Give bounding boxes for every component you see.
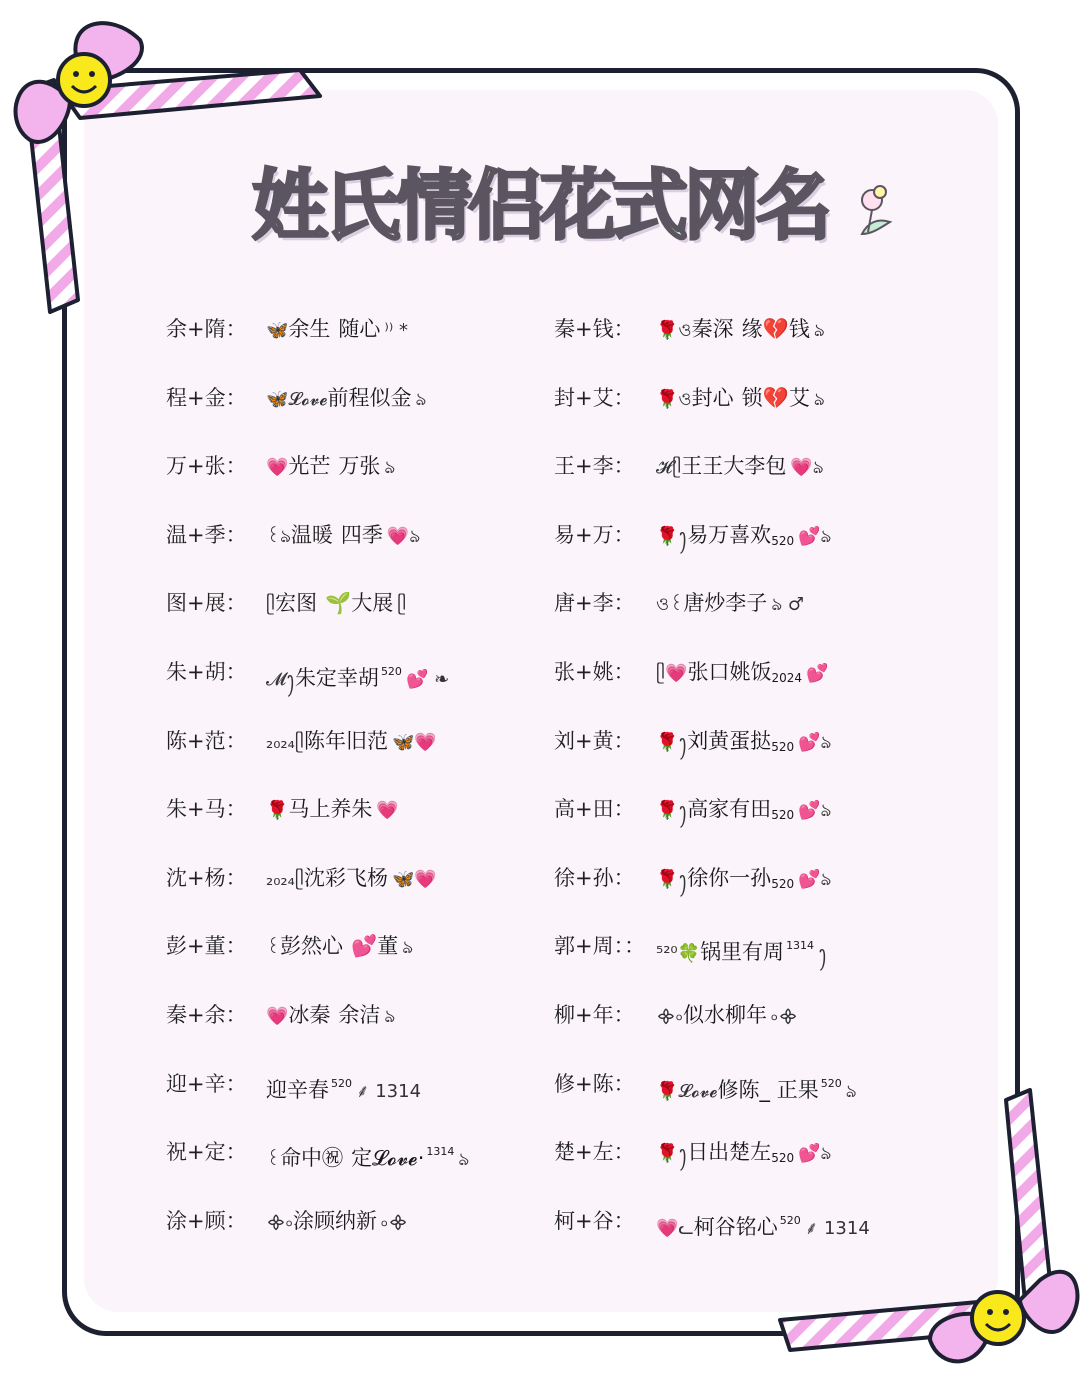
decoration-prefix: ᯽৹ bbox=[656, 1006, 683, 1027]
title-char: 侣 bbox=[468, 161, 544, 250]
nickname-text: 马上养朱 bbox=[288, 797, 373, 822]
number-superscript: 520 bbox=[331, 1076, 352, 1090]
name-pair-row bbox=[166, 721, 437, 761]
name-pair-row bbox=[554, 926, 827, 966]
decoration-suffix: ঌ bbox=[458, 1149, 470, 1171]
title-char: 姓 bbox=[252, 161, 328, 250]
decoration-suffix: ঌ bbox=[813, 320, 825, 341]
decoration-prefix: ꒰ bbox=[266, 937, 281, 959]
nickname-text: 高家有田 bbox=[687, 797, 772, 822]
nickname-text-2: 万张 bbox=[338, 454, 381, 479]
nickname-text: 前程似金 bbox=[327, 385, 412, 410]
surname-pair-label: 唐+李： bbox=[554, 591, 635, 616]
number-superscript: 1314 bbox=[786, 939, 815, 953]
nickname-text-2: 四季 bbox=[340, 522, 383, 547]
couple-nickname bbox=[266, 721, 437, 763]
couple-nickname bbox=[266, 1201, 408, 1243]
number-superscript: 1314 bbox=[426, 1145, 455, 1159]
name-pair-row bbox=[554, 721, 832, 761]
couple-nickname bbox=[266, 995, 395, 1037]
couple-nickname bbox=[266, 858, 437, 900]
surname-pair-label: 修+陈： bbox=[554, 1071, 635, 1096]
number-subscript: 2024 bbox=[771, 671, 803, 685]
couple-nickname bbox=[266, 378, 426, 420]
decoration-prefix: 🌹ꫂ bbox=[656, 731, 688, 753]
decoration-suffix: 💗ঌ bbox=[790, 457, 824, 479]
decoration-prefix: 🌹ꫂ bbox=[656, 868, 688, 890]
couple-nickname bbox=[656, 446, 824, 488]
decoration-suffix: ⸙ 1314 bbox=[804, 1217, 870, 1239]
name-pair-row bbox=[554, 1132, 832, 1172]
couple-nickname bbox=[656, 515, 831, 561]
name-pair-row bbox=[554, 789, 832, 829]
decoration-suffix: 💕 ❧ bbox=[405, 669, 450, 690]
nickname-text: 朱定幸胡 bbox=[294, 666, 379, 690]
title-char: 网 bbox=[684, 161, 760, 250]
name-pair-row bbox=[554, 1201, 870, 1241]
couple-nickname bbox=[656, 995, 798, 1037]
decoration-suffix: ঌ bbox=[402, 937, 414, 959]
couple-nickname bbox=[266, 789, 399, 831]
surname-pair-label: 祝+定： bbox=[166, 1140, 247, 1165]
decoration-prefix: 🦋𝓛𝓸𝓿𝓮 bbox=[266, 388, 328, 410]
couple-nickname bbox=[656, 652, 828, 698]
couple-nickname bbox=[266, 1064, 421, 1112]
couple-nickname bbox=[266, 652, 449, 700]
card-panel bbox=[84, 90, 998, 1312]
decoration-prefix: ꒰ঌ bbox=[266, 525, 291, 547]
surname-pair-label: 易+万： bbox=[554, 522, 635, 547]
nickname-text: 秦深 bbox=[691, 317, 734, 341]
title-char: 名 bbox=[756, 161, 832, 250]
decoration-suffix: 💕ঌ bbox=[798, 525, 832, 547]
couple-nickname bbox=[656, 789, 831, 835]
nickname-text: 命中㊗ bbox=[280, 1146, 344, 1171]
surname-pair-label: 余+隋： bbox=[166, 317, 247, 341]
decoration-suffix: 💕 bbox=[806, 663, 829, 684]
nickname-text: 易万喜欢 bbox=[687, 522, 772, 547]
surname-pair-label: 程+金： bbox=[166, 385, 247, 410]
decoration-prefix: ᯽৹ bbox=[266, 1211, 293, 1233]
flower-icon bbox=[850, 182, 896, 242]
decoration-suffix: ⸙ 1314 bbox=[356, 1080, 422, 1102]
surname-pair-label: 温+季： bbox=[166, 522, 247, 547]
number-superscript: 520 bbox=[380, 665, 402, 678]
name-pair-row bbox=[166, 378, 427, 418]
decoration-prefix: 💗ᓚ bbox=[656, 1217, 694, 1239]
decoration-prefix: 🌹ও bbox=[656, 320, 692, 341]
name-pair-row bbox=[166, 515, 421, 555]
decoration-prefix: 𝓜ꫂ bbox=[266, 669, 295, 690]
surname-pair-label: 涂+顾： bbox=[166, 1208, 247, 1233]
title-char: 氏 bbox=[324, 161, 400, 250]
name-pair-row bbox=[166, 583, 407, 623]
nickname-text: 冰秦 bbox=[288, 1003, 331, 1027]
decoration-prefix: 🌹𝓛𝓸𝓿𝓮 bbox=[656, 1080, 718, 1102]
decoration-prefix: ও꒰ bbox=[656, 594, 684, 616]
couple-nickname bbox=[656, 309, 825, 351]
decoration-suffix: ঌ bbox=[384, 1006, 396, 1027]
name-pair-row bbox=[166, 1201, 408, 1241]
decoration-prefix: 🌹ꫂ bbox=[656, 1143, 688, 1165]
surname-pair-label: 张+姚： bbox=[554, 660, 635, 684]
couple-nickname bbox=[656, 1201, 870, 1249]
name-pair-row bbox=[554, 583, 805, 623]
couple-nickname bbox=[656, 1064, 857, 1112]
surname-pair-label: 徐+孙： bbox=[554, 865, 635, 890]
surname-pair-label: 刘+黄： bbox=[554, 728, 635, 753]
decoration-suffix: 💗ঌ bbox=[386, 525, 421, 547]
decoration-prefix: 🌹ও bbox=[656, 388, 692, 410]
decoration-suffix: ᥫ bbox=[397, 594, 407, 616]
decoration-suffix: 💕ঌ bbox=[798, 868, 832, 890]
decoration-suffix: ⁾⁾ * bbox=[384, 320, 408, 341]
number-subscript: 520 bbox=[771, 739, 795, 754]
decoration-prefix: ₂₀₂₄ᥫ bbox=[266, 731, 304, 753]
nickname-text: 日出楚左 bbox=[687, 1140, 772, 1165]
surname-pair-label: 柳+年： bbox=[554, 1003, 635, 1027]
surname-pair-label: 图+展： bbox=[166, 591, 247, 616]
couple-nickname bbox=[656, 1132, 831, 1178]
decoration-suffix: ꫂ bbox=[818, 943, 827, 965]
nickname-text-2: 💕董 bbox=[351, 934, 399, 959]
decoration-suffix: ৹᯽ bbox=[771, 1006, 798, 1027]
name-pair-row bbox=[554, 1064, 857, 1104]
surname-pair-label: 朱+马： bbox=[166, 797, 247, 822]
nickname-text-2: 缘💔钱 bbox=[741, 317, 810, 341]
nickname-text: 涂顾纳新 bbox=[293, 1208, 377, 1233]
decoration-suffix: ৹᯽ bbox=[381, 1211, 408, 1233]
surname-pair-label: 陈+范： bbox=[166, 728, 247, 753]
surname-pair-label: 王+李： bbox=[554, 454, 635, 479]
surname-pair-label: 万+张： bbox=[166, 454, 247, 479]
decoration-suffix: 🦋💗 bbox=[391, 731, 437, 753]
name-pair-row bbox=[554, 446, 824, 486]
couple-nickname bbox=[656, 926, 827, 974]
nickname-text: 修陈_ 正果 bbox=[717, 1077, 819, 1102]
decoration-prefix: ᥫ bbox=[266, 594, 276, 616]
decoration-suffix: ঌ bbox=[384, 457, 396, 479]
decoration-prefix: ꒰ bbox=[266, 1149, 281, 1171]
number-subscript: 520 bbox=[771, 533, 795, 548]
nickname-text: 宏图 bbox=[275, 591, 318, 616]
surname-pair-label: 迎+辛： bbox=[166, 1071, 247, 1096]
couple-nickname bbox=[656, 583, 804, 625]
name-pair-row bbox=[166, 309, 408, 349]
number-superscript: 520 bbox=[820, 1076, 842, 1090]
decoration-suffix: ঌ ♂ bbox=[771, 594, 805, 616]
decoration-prefix: 🦋 bbox=[266, 320, 289, 341]
couple-nickname bbox=[656, 378, 825, 420]
surname-pair-label: 封+艾： bbox=[554, 385, 635, 410]
decoration-suffix: 💕ঌ bbox=[798, 800, 832, 822]
nickname-text: 陈年旧范 bbox=[303, 728, 388, 753]
decoration-prefix: 💗 bbox=[266, 457, 289, 479]
surname-pair-label: 朱+胡： bbox=[166, 660, 247, 684]
surname-pair-label: 柯+谷： bbox=[554, 1208, 635, 1233]
title-char: 情 bbox=[396, 161, 472, 250]
surname-pair-label: 彭+董： bbox=[166, 934, 247, 959]
decoration-prefix: 𝓗ᥫ bbox=[656, 457, 682, 479]
page-title bbox=[222, 158, 862, 254]
nickname-text-2: 随心 bbox=[338, 317, 381, 341]
nickname-text-2: 余洁 bbox=[338, 1003, 381, 1027]
couple-nickname bbox=[266, 515, 420, 557]
couple-nickname bbox=[266, 583, 406, 625]
name-pair-row bbox=[554, 652, 829, 692]
surname-pair-label: 沈+杨： bbox=[166, 865, 247, 890]
nickname-text: 彭然心 bbox=[280, 934, 344, 959]
name-pair-row bbox=[166, 446, 396, 486]
name-pair-row bbox=[166, 995, 396, 1035]
name-pair-row bbox=[166, 789, 399, 829]
decoration-prefix: ⁵²⁰🍀 bbox=[656, 943, 701, 965]
name-pair-row bbox=[166, 858, 437, 898]
surname-pair-label: 高+田： bbox=[554, 797, 635, 822]
nickname-text-2: 定𝓛𝓸𝓿𝓮· bbox=[351, 1146, 425, 1171]
name-pair-row bbox=[554, 515, 832, 555]
decoration-suffix: 💕ঌ bbox=[798, 731, 832, 753]
couple-nickname bbox=[266, 1132, 469, 1180]
couple-nickname bbox=[266, 446, 395, 488]
name-pair-row bbox=[166, 652, 450, 692]
nickname-text: 迎辛春 bbox=[266, 1077, 329, 1102]
decoration-prefix: 🌹ꫂ bbox=[656, 525, 688, 547]
surname-pair-label: 郭+周：： bbox=[554, 934, 646, 959]
nickname-text: 似水柳年 bbox=[683, 1003, 767, 1027]
decoration-prefix: 🌹 bbox=[266, 800, 289, 822]
nickname-text: 刘黄蛋挞 bbox=[687, 728, 772, 753]
nickname-text-2: 🌱大展 bbox=[325, 591, 394, 616]
title-char: 式 bbox=[612, 161, 688, 250]
nickname-text: 张口姚饭 bbox=[687, 660, 772, 684]
nickname-text: 封心 bbox=[691, 385, 734, 410]
decoration-suffix: ঌ bbox=[415, 388, 427, 410]
name-pair-row bbox=[166, 926, 414, 966]
number-subscript: 520 bbox=[771, 876, 795, 891]
decoration-prefix: 💗 bbox=[266, 1006, 289, 1027]
name-pair-row bbox=[554, 378, 825, 418]
decoration-suffix: ঌ bbox=[845, 1080, 857, 1102]
couple-nickname bbox=[656, 721, 831, 767]
decoration-prefix: ₂₀₂₄ᥫ bbox=[266, 868, 304, 890]
decoration-suffix: 💗 bbox=[376, 800, 399, 822]
nickname-text: 温暖 bbox=[290, 522, 333, 547]
decoration-prefix: 🌹ꫂ bbox=[656, 800, 688, 822]
number-subscript: 520 bbox=[771, 1151, 795, 1166]
couple-nickname bbox=[656, 858, 831, 904]
name-pair-row bbox=[554, 995, 798, 1035]
title-char: 花 bbox=[540, 161, 616, 250]
decoration-suffix: ঌ bbox=[813, 388, 825, 410]
surname-pair-label: 秦+余： bbox=[166, 1003, 247, 1027]
name-pair-row bbox=[166, 1064, 422, 1104]
number-subscript: 520 bbox=[771, 808, 795, 823]
nickname-text: 沈彩飞杨 bbox=[303, 865, 388, 890]
nickname-text: 柯谷铭心 bbox=[693, 1214, 778, 1239]
name-pair-row bbox=[554, 309, 825, 349]
surname-pair-label: 秦+钱： bbox=[554, 317, 635, 341]
surname-pair-label: 楚+左： bbox=[554, 1140, 635, 1165]
decoration-suffix: 🦋💗 bbox=[391, 868, 437, 890]
nickname-text: 王王大李包 bbox=[681, 454, 787, 479]
decoration-prefix: ᥫ💗 bbox=[656, 663, 688, 684]
nickname-text: 徐你一孙 bbox=[687, 865, 772, 890]
decoration-suffix: 💕ঌ bbox=[798, 1143, 832, 1165]
couple-nickname bbox=[266, 309, 408, 351]
nickname-text: 唐炒李子 bbox=[683, 591, 768, 616]
name-pair-row bbox=[554, 858, 832, 898]
couple-nickname bbox=[266, 926, 413, 968]
nickname-text: 余生 bbox=[288, 317, 331, 341]
nickname-text: 锅里有周 bbox=[700, 940, 785, 965]
nickname-text-2: 锁💔艾 bbox=[741, 385, 810, 410]
number-superscript: 520 bbox=[779, 1213, 801, 1227]
nickname-text: 光芒 bbox=[288, 454, 331, 479]
name-pair-row bbox=[166, 1132, 470, 1172]
